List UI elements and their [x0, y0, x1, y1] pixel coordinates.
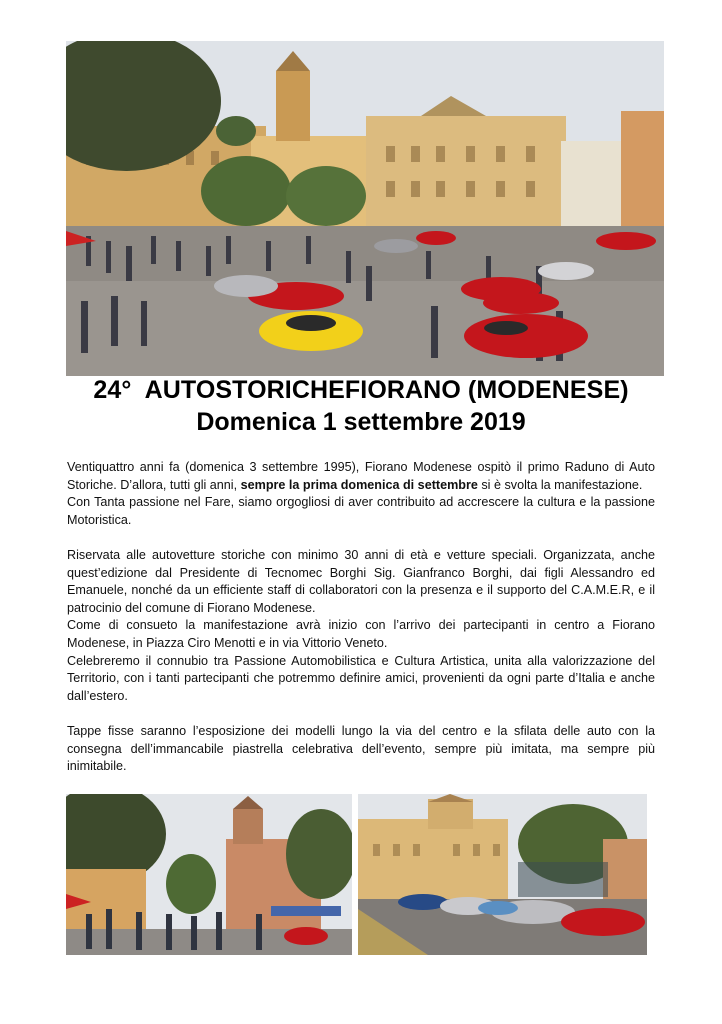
paragraph-arrival: Come di consueto la manifestazione avrà inizio con l’arrivo dei partecipanti in centro a Fiorano Modenese, in Piazza Ciro Menotti e in via Vittorio Veneto. [67, 618, 655, 650]
spacer [67, 705, 655, 723]
event-date: Domenica 1 settembre 2019 [196, 408, 526, 436]
paragraph-organization: Riservata alle autovetture storiche con minimo 30 anni di età e vetture speciali. Organizzata, anche quest’edizione dal Presidente di Tecnomec Borghi Sig. Gianfranco Borghi, dai figli Alessandro ed Emanuele, nonché da un efficiente staff di collaboratori con la presenza e il supporto del C.A.M.E.R, e il patrocinio del comune di Fiorano Modenese. [67, 547, 655, 615]
highlight-first-sunday: sempre la prima domenica di settembre [240, 477, 478, 492]
hero-photo-piazza [66, 41, 664, 376]
street-photo-cars [358, 794, 647, 955]
article-body [67, 459, 655, 776]
street-photo-church [66, 794, 352, 955]
spacer [67, 529, 655, 547]
paragraph-exhibition: Tappe fisse saranno l’esposizione dei modelli lungo la via del centro e la sfilata delle auto con la consegna dell’immancabile piastrella celebrativa dell’evento, sempre più imitata, ma sempre più inimitabile. [67, 723, 655, 774]
paragraph-history: Ventiquattro anni fa (domenica 3 settembre 1995), Fiorano Modenese ospitò il primo Raduno di Auto Storiche. D’allora, tutti gli anni, sempre la prima domenica di settembre si è svolta la manifestazione. [67, 460, 655, 492]
paragraph-passion: Con Tanta passione nel Fare, siamo orgogliosi di aver contribuito ad accrescere la cultura e la passione Motoristica. [67, 495, 655, 527]
event-title: 24° AUTOSTORICHEFIORANO (MODENESE) [93, 376, 629, 404]
paragraph-celebration: Celebreremo il connubio tra Passione Automobilistica e Cultura Artistica, unita alla valorizzazione del Territorio, con i tanti partecipanti che potremmo definire amici, provenienti da ogni parte d’Italia e anche dall’estero. [67, 653, 655, 703]
